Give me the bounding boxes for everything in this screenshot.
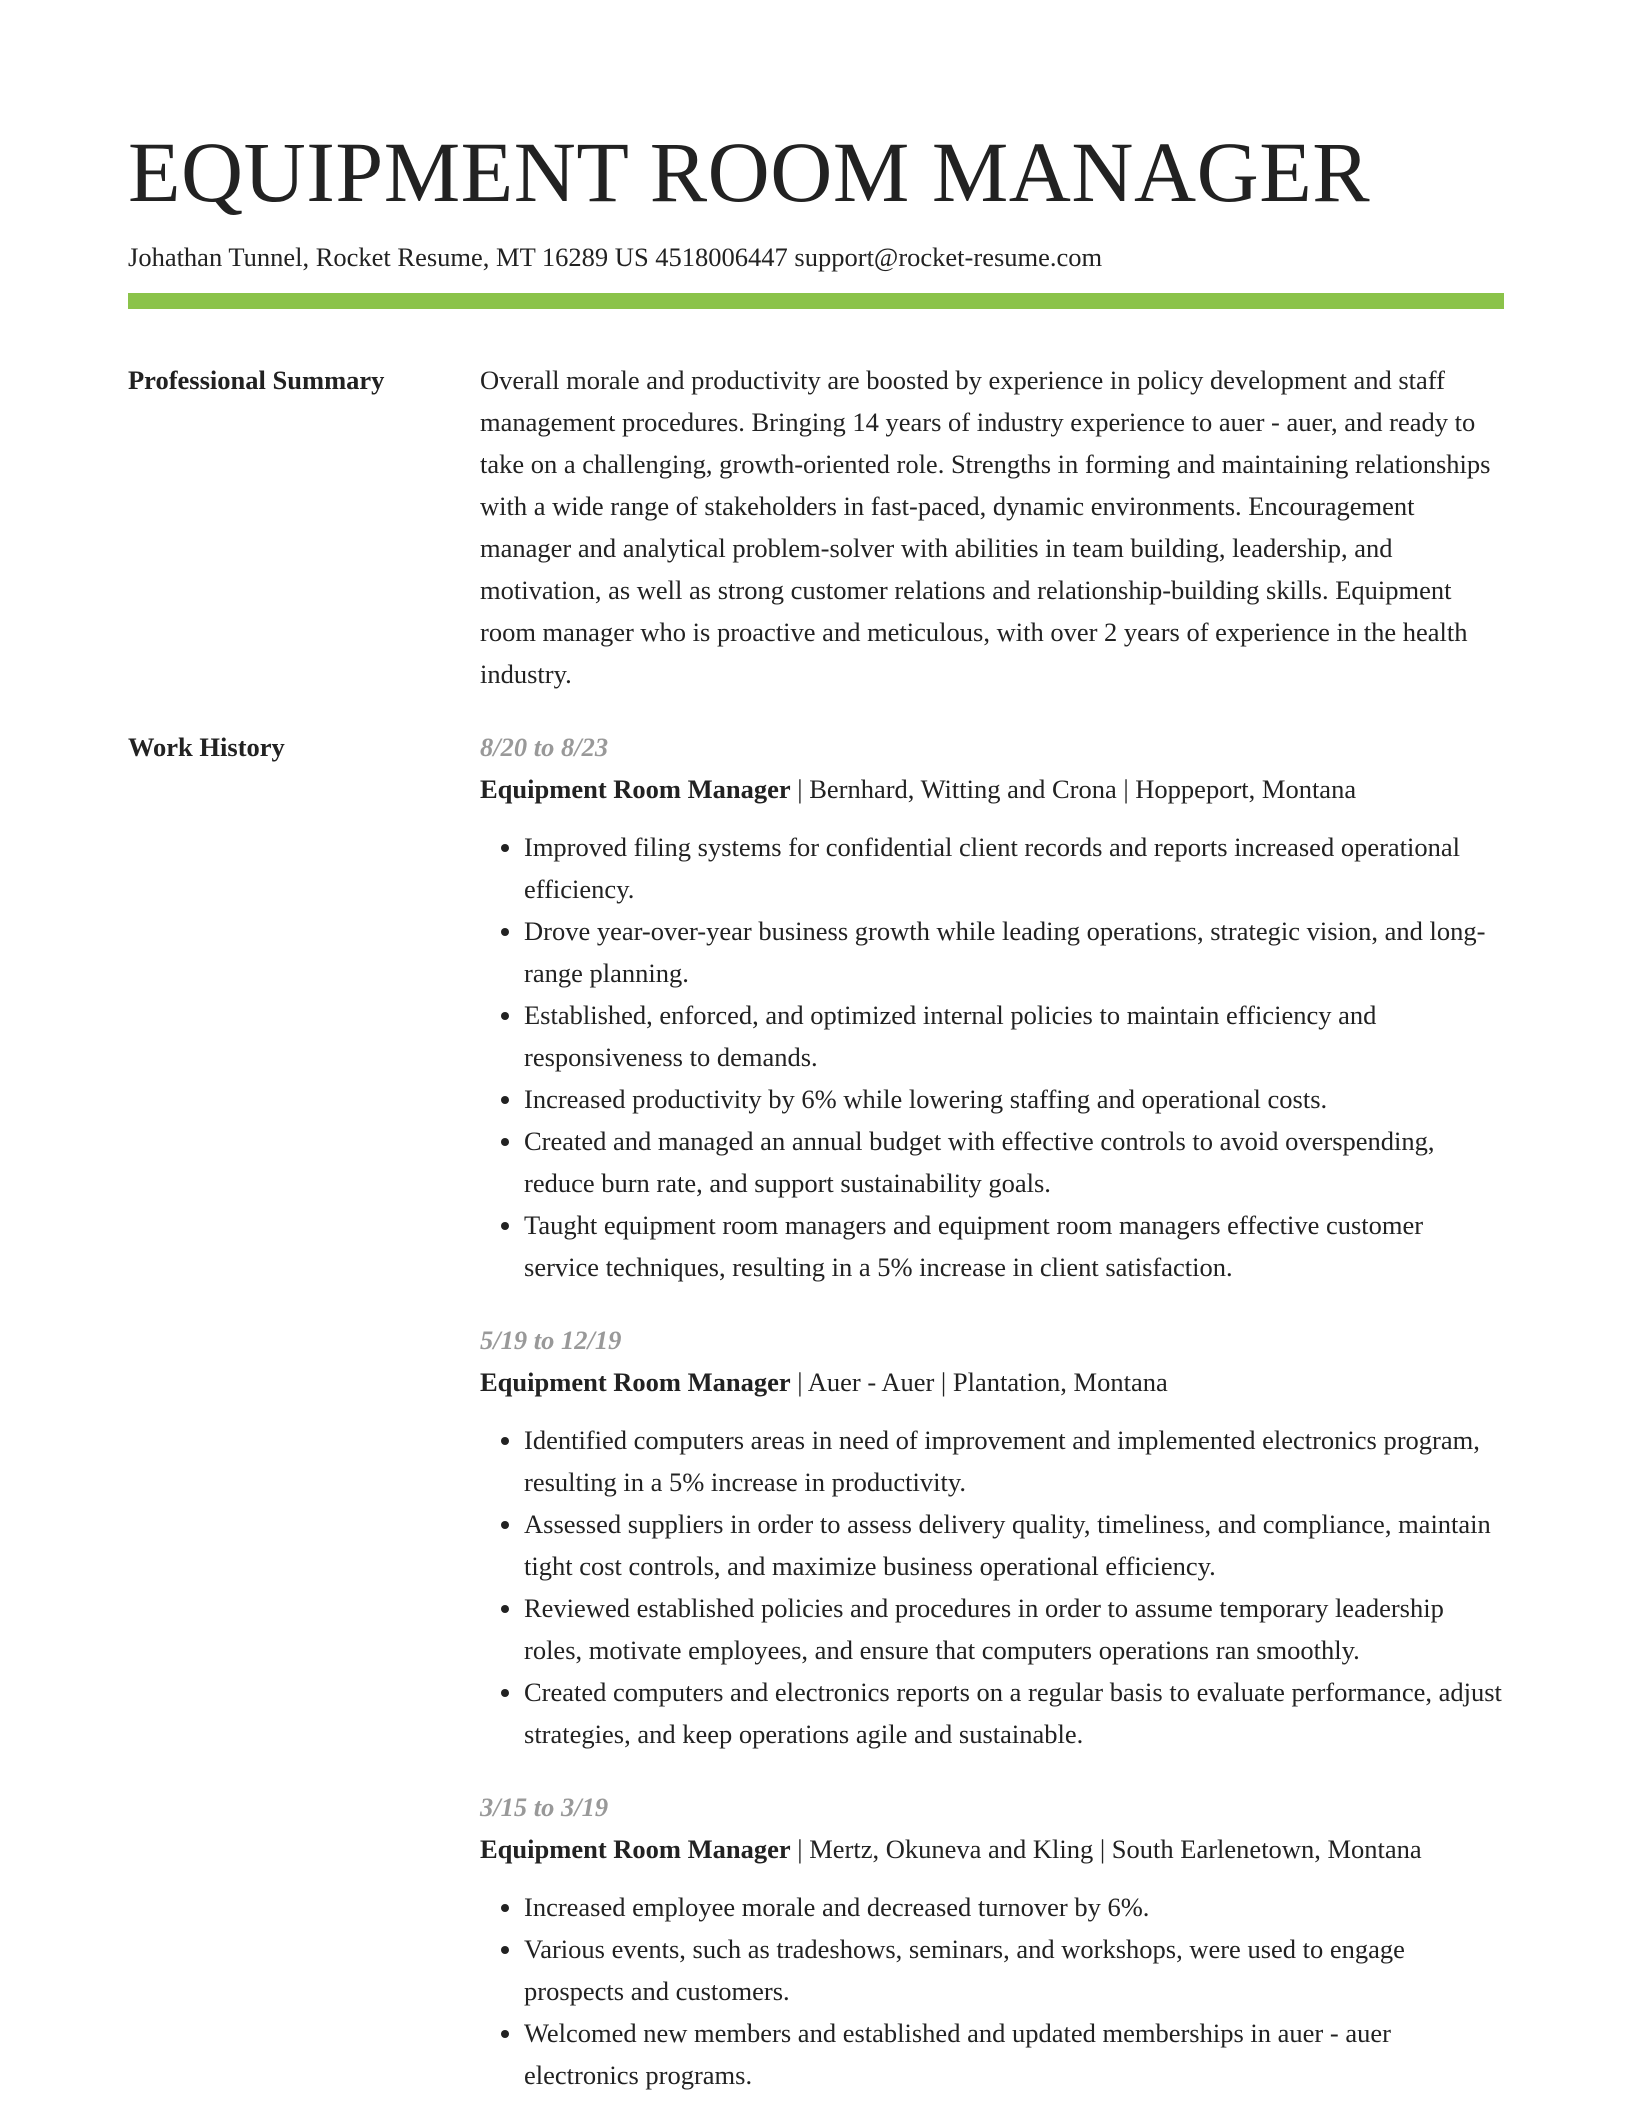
job-header: [480, 1828, 1504, 1870]
job-title: Equipment Room Manager: [480, 1834, 791, 1864]
resume-title: EQUIPMENT ROOM MANAGER: [128, 124, 1371, 220]
work-history-body: [480, 726, 1504, 2096]
resume-page: [128, 0, 1504, 2096]
job-entry: [480, 1786, 1504, 2096]
contact-line: Johathan Tunnel, Rocket Resume, MT 16289 US 4518006447 support@rocket-resume.com: [128, 242, 1103, 272]
work-history-section: [128, 726, 1504, 2096]
job-employer-location: | Bernhard, Witting and Crona | Hoppeport, Montana: [790, 774, 1357, 804]
job-bullet: • Created and managed an annual budget with effective controls to avoid overspending, reduce burn rate, and support sustainability goals.: [524, 1120, 1504, 1204]
job-bullet: • Welcomed new members and established and updated memberships in auer - auer electronics programs.: [524, 2012, 1504, 2096]
job-bullet-list: [480, 1419, 1504, 1755]
job-bullet: • Established, enforced, and optimized internal policies to maintain efficiency and responsiveness to demands.: [524, 994, 1504, 1078]
section-heading-work-history: Work History: [128, 732, 285, 762]
job-entry: [480, 726, 1504, 1288]
job-bullet: • Various events, such as tradeshows, seminars, and workshops, were used to engage prospects and customers.: [524, 1928, 1504, 2012]
job-bullet: • Created computers and electronics reports on a regular basis to evaluate performance, adjust strategies, and keep operations agile and sustainable.: [524, 1671, 1504, 1755]
job-dates: 5/19 to 12/19: [480, 1325, 622, 1355]
summary-text: Overall morale and productivity are boosted by experience in policy development and staff management procedures. Bringing 14 years of industry experience to auer - auer, and ready to take on a challenging, growth-oriented role. Strengths in forming and maintaining relationships with a wide range of stakeholders in fast-paced, dynamic environments. Encouragement manager and analytical problem-solver with abilities in team building, leadership, and motivation, as well as strong customer relations and relationship-building skills. Equipment room manager who is proactive and meticulous, with over 2 years of experience in the health industry.: [480, 365, 1491, 689]
job-title: Equipment Room Manager: [480, 774, 791, 804]
job-bullet: • Assessed suppliers in order to assess delivery quality, timeliness, and compliance, maintain tight cost controls, and maximize business operational efficiency.: [524, 1503, 1504, 1587]
job-bullet: • Increased productivity by 6% while lowering staffing and operational costs.: [524, 1078, 1504, 1120]
job-dates: 3/15 to 3/19: [480, 1792, 609, 1822]
professional-summary-section: [128, 359, 1504, 695]
job-bullet: • Improved filing systems for confidential client records and reports increased operational efficiency.: [524, 826, 1504, 910]
job-bullet: • Identified computers areas in need of improvement and implemented electronics program, resulting in a 5% increase in productivity.: [524, 1419, 1504, 1503]
job-employer-location: | Auer - Auer | Plantation, Montana: [790, 1367, 1168, 1397]
job-bullet: • Reviewed established policies and procedures in order to assume temporary leadership roles, motivate employees, and ensure that computers operations ran smoothly.: [524, 1587, 1504, 1671]
job-dates: 8/20 to 8/23: [480, 732, 609, 762]
job-entry: [480, 1319, 1504, 1755]
section-heading-professional-summary: Professional Summary: [128, 365, 385, 395]
job-bullet-list: [480, 1886, 1504, 2096]
summary-body: [480, 359, 1504, 695]
job-bullet-list: [480, 826, 1504, 1288]
accent-divider: [128, 293, 1504, 309]
job-header: [480, 768, 1504, 810]
job-bullet: • Increased employee morale and decreased turnover by 6%.: [524, 1886, 1504, 1928]
job-employer-location: | Mertz, Okuneva and Kling | South Earlenetown, Montana: [790, 1834, 1422, 1864]
job-bullet: • Drove year-over-year business growth while leading operations, strategic vision, and long-range planning.: [524, 910, 1504, 994]
job-title: Equipment Room Manager: [480, 1367, 791, 1397]
job-bullet: • Taught equipment room managers and equipment room managers effective customer service techniques, resulting in a 5% increase in client satisfaction.: [524, 1204, 1504, 1288]
job-header: [480, 1361, 1504, 1403]
